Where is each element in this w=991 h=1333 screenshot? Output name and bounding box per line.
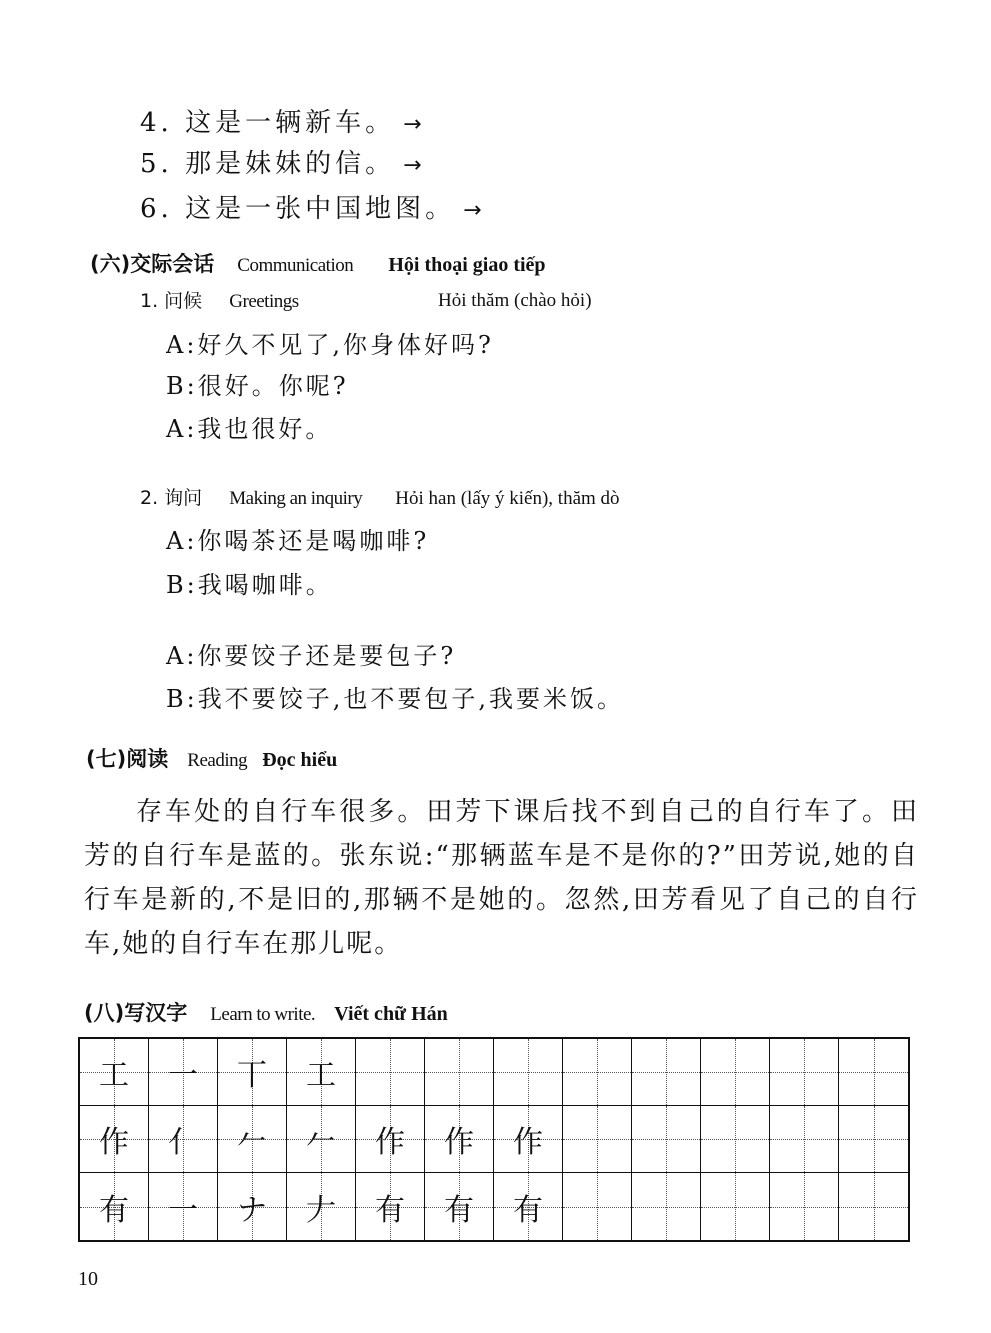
exercise-sentence-4: 4. 这是一辆新车。 → [140, 108, 426, 138]
dialog-line: A:我也很好。 [166, 415, 333, 443]
dialog-line: A:好久不见了,你身体好吗? [166, 331, 494, 359]
grid-cell: 作 [494, 1106, 563, 1172]
grid-cell [701, 1039, 770, 1105]
grid-cell [839, 1106, 908, 1172]
grid-cell [839, 1039, 908, 1105]
grid-cell: 𠂇 [287, 1173, 356, 1240]
arrow-icon: → [403, 112, 426, 137]
grid-cell [770, 1173, 839, 1240]
grid-cell [563, 1039, 632, 1105]
grid-cell [494, 1039, 563, 1105]
reading-paragraph: 存车处的自行车很多。田芳下课后找不到自己的自行车了。田芳的自行车是蓝的。张东说:“那辆蓝车是不是你的?”田芳说,她的自行车是新的,不是旧的,那辆不是她的。忽然,田芳看见了自己的自行车,她的自行车在那儿呢。 [84, 797, 919, 959]
grid-cell [701, 1106, 770, 1172]
grid-cell [701, 1173, 770, 1240]
dialog-line: B:我不要饺子,也不要包子,我要米饭。 [166, 685, 624, 713]
grid-cell [563, 1173, 632, 1240]
grid-cell [632, 1039, 701, 1105]
grid-cell: 亻 [149, 1106, 218, 1172]
grid-cell [356, 1039, 425, 1105]
section8-heading: (八)写汉字 Learn to write. Viết chữ Hán [84, 1001, 448, 1025]
grid-cell: 工 [287, 1039, 356, 1105]
arrow-icon: → [463, 198, 486, 223]
dialog-line: B:很好。你呢? [166, 372, 349, 400]
inquiry-subheading: 2. 询问 Making an inquiry Hỏi han (lấy ý kiến), thăm dò [140, 487, 620, 509]
grid-cell: ナ [218, 1173, 287, 1240]
grid-row [80, 1039, 908, 1106]
grid-cell: 作 [356, 1106, 425, 1172]
dialog-line: A:你要饺子还是要包子? [166, 642, 457, 670]
page-number: 10 [78, 1268, 98, 1290]
grid-cell: 有 [356, 1173, 425, 1240]
grid-cell: 一 [149, 1173, 218, 1240]
grid-cell [839, 1173, 908, 1240]
dialog-line: A:你喝茶还是喝咖啡? [166, 527, 430, 555]
grid-cell [425, 1039, 494, 1105]
grid-cell: 有 [494, 1173, 563, 1240]
grid-cell: 有 [80, 1173, 149, 1240]
greetings-subheading: 1. 问候 Greetings [140, 290, 299, 312]
grid-cell [632, 1173, 701, 1240]
exercise-sentence-5: 5. 那是妹妹的信。 → [140, 149, 426, 179]
section6-heading: (六)交际会话 Communication Hội thoại giao tiếp [90, 252, 546, 276]
grid-cell: 有 [425, 1173, 494, 1240]
greetings-vi-label: Hỏi thăm (chào hỏi) [438, 290, 592, 311]
grid-cell: 作 [425, 1106, 494, 1172]
grid-cell: 𠂉 [287, 1106, 356, 1172]
grid-cell: 一 [149, 1039, 218, 1105]
section7-heading: (七)阅读 Reading Đọc hiểu [86, 747, 338, 771]
exercise-sentence-6: 6. 这是一张中国地图。 → [140, 194, 486, 224]
writing-grid [78, 1037, 910, 1242]
grid-cell [563, 1106, 632, 1172]
dialog-line: B:我喝咖啡。 [166, 571, 333, 599]
arrow-icon: → [403, 153, 426, 178]
grid-cell [770, 1039, 839, 1105]
grid-cell: 𠂉 [218, 1106, 287, 1172]
grid-row [80, 1106, 908, 1173]
grid-cell: 作 [80, 1106, 149, 1172]
grid-cell [632, 1106, 701, 1172]
reading-passage [84, 790, 919, 966]
grid-cell: 丅 [218, 1039, 287, 1105]
grid-row [80, 1173, 908, 1240]
grid-cell [770, 1106, 839, 1172]
grid-cell: 工 [80, 1039, 149, 1105]
